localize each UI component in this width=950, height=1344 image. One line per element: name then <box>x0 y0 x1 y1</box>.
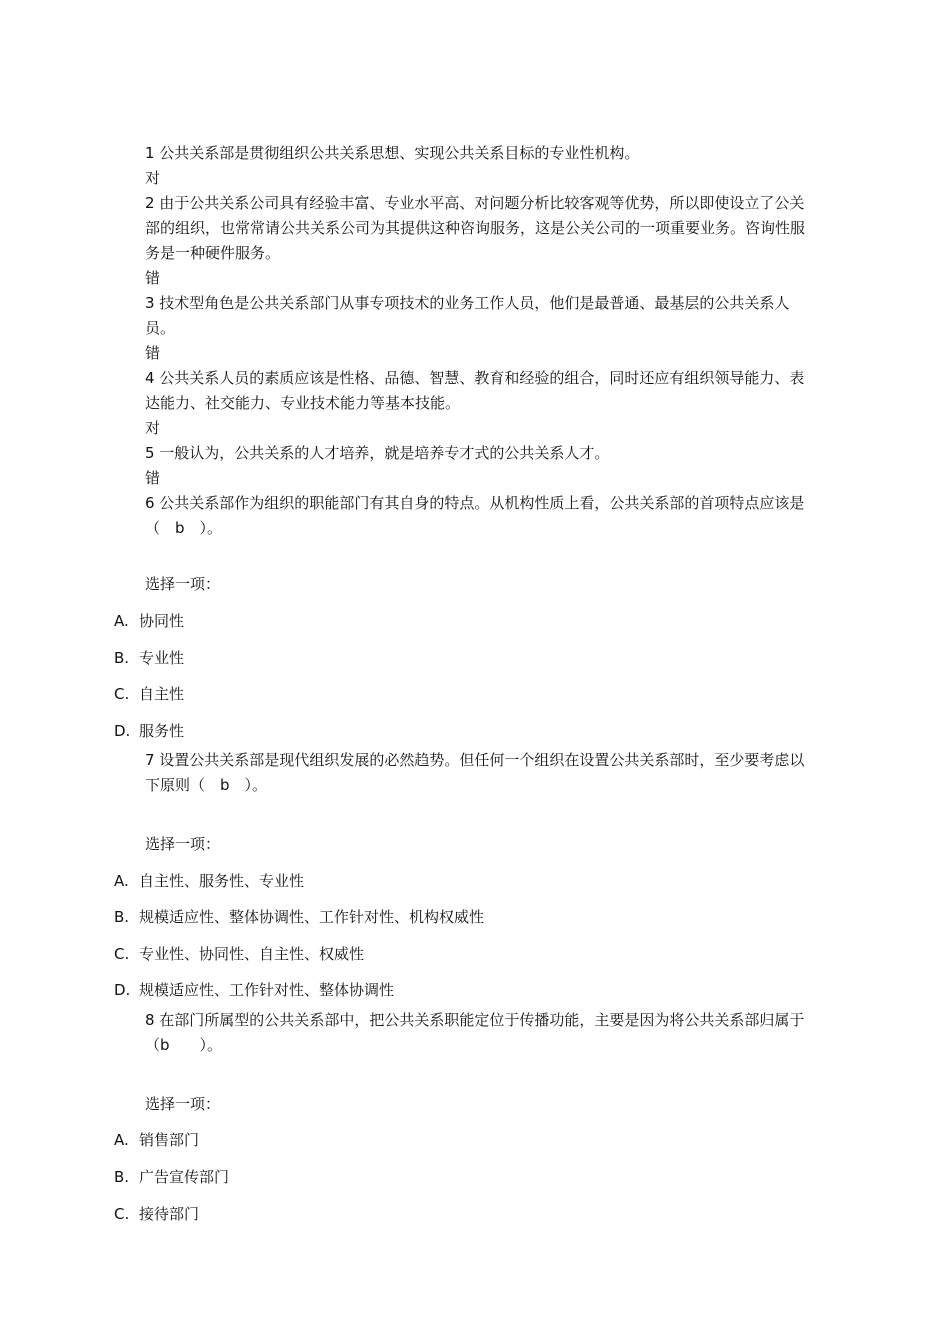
answer-text: 对 <box>145 419 161 437</box>
option-letter: B. <box>114 649 130 667</box>
option-text: 接待部门 <box>139 1205 200 1223</box>
question-text: 8 在部门所属型的公共关系部中，把公共关系职能定位于传播功能，主要是因为将公共关系部归属于（b ）。 <box>145 1011 805 1054</box>
option-a[interactable] <box>114 869 304 894</box>
option-letter: A. <box>114 872 129 890</box>
question-text: 2 由于公共关系公司具有经验丰富、专业水平高、对问题分析比较客观等优势，所以即使设立了公关部的组织，也常常请公共关系公司为其提供这种咨询服务，这是公关公司的一项重要业务。咨询性服务是一种硬件服务。 <box>145 194 806 262</box>
answer-text: 错 <box>145 269 161 287</box>
option-b[interactable] <box>114 905 484 930</box>
option-c[interactable] <box>114 682 184 707</box>
option-text: 专业性、协同性、自主性、权威性 <box>139 945 365 963</box>
option-letter: A. <box>114 1131 129 1149</box>
judgment-section <box>145 141 810 541</box>
option-c[interactable] <box>114 942 364 967</box>
option-letter: C. <box>114 685 130 703</box>
option-text: 自主性、服务性、专业性 <box>139 872 305 890</box>
answer-text: 错 <box>145 344 161 362</box>
option-text: 规模适应性、整体协调性、工作针对性、机构权威性 <box>139 908 485 926</box>
choice-prompt: 选择一项： <box>145 835 221 853</box>
option-letter: C. <box>114 1205 130 1223</box>
choice-prompt: 选择一项： <box>145 1095 221 1113</box>
question-text: 5 一般认为，公共关系的人才培养，就是培养专才式的公共关系人才。 <box>145 444 610 462</box>
option-b[interactable] <box>114 646 184 671</box>
question-text: 1 公共关系部是贯彻组织公共关系思想、实现公共关系目标的专业性机构。 <box>145 144 640 162</box>
question-8 <box>145 1008 810 1058</box>
question-text: 4 公共关系人员的素质应该是性格、品德、智慧、教育和经验的组合，同时还应有组织领导能力、表达能力、社交能力、专业技术能力等基本技能。 <box>145 369 805 412</box>
question-7 <box>145 748 810 798</box>
option-c[interactable] <box>114 1202 199 1227</box>
option-b[interactable] <box>114 1165 229 1190</box>
option-d[interactable] <box>114 719 184 744</box>
option-text: 自主性 <box>139 685 185 703</box>
question-text: 3 技术型角色是公共关系部门从事专项技术的业务工作人员，他们是最普通、最基层的公共关系人员。 <box>145 294 790 337</box>
option-letter: B. <box>114 908 130 926</box>
choice-prompt: 选择一项： <box>145 575 221 593</box>
option-letter: D. <box>114 981 131 999</box>
option-letter: C. <box>114 945 130 963</box>
option-text: 服务性 <box>139 722 185 740</box>
option-d[interactable] <box>114 978 394 1003</box>
answer-text: 错 <box>145 469 161 487</box>
question-text: 6 公共关系部作为组织的职能部门有其自身的特点。从机构性质上看，公共关系部的首项特点应该是（ b ）。 <box>145 494 805 537</box>
answer-text: 对 <box>145 169 161 187</box>
option-text: 协同性 <box>139 612 185 630</box>
option-text: 规模适应性、工作针对性、整体协调性 <box>139 981 395 999</box>
option-text: 广告宣传部门 <box>139 1168 230 1186</box>
option-a[interactable] <box>114 1128 199 1153</box>
option-letter: D. <box>114 722 131 740</box>
option-text: 专业性 <box>139 649 185 667</box>
question-text: 7 设置公共关系部是现代组织发展的必然趋势。但任何一个组织在设置公共关系部时，至少要考虑以下原则（ b ）。 <box>145 751 805 794</box>
option-a[interactable] <box>114 609 184 634</box>
option-letter: B. <box>114 1168 130 1186</box>
option-letter: A. <box>114 612 129 630</box>
option-text: 销售部门 <box>139 1131 200 1149</box>
